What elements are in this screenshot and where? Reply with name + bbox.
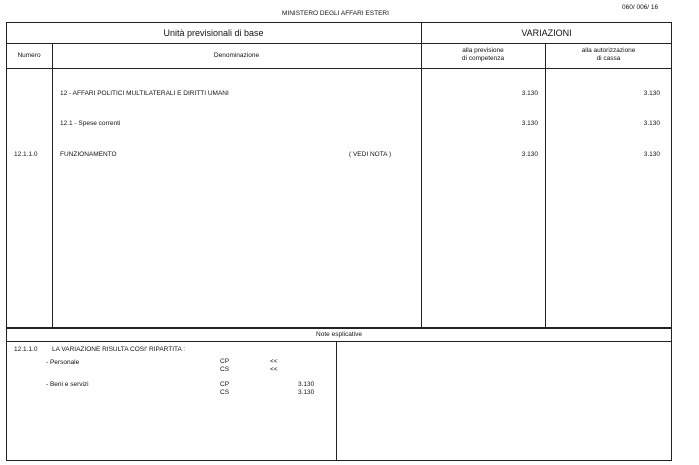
row-1-denomination: 12 - AFFARI POLITICI MULTILATERALI E DIRITTI UMANI <box>60 90 229 97</box>
notes-item-1-cp-label: CP <box>220 358 230 365</box>
row-3-denomination: FUNZIONAMENTO <box>60 151 117 158</box>
notes-title-divider <box>6 341 672 342</box>
row-3-competence: 3.130 <box>521 151 538 158</box>
row-3-cash: 3.130 <box>643 151 660 158</box>
group-title: Unità previsionali di base <box>163 28 264 38</box>
row-3-number: 12.1.1.0 <box>14 151 38 158</box>
col-cash-line1: alla autorizzazione <box>581 47 636 54</box>
notes-item-2-cp-label: CP <box>220 381 230 388</box>
row-2-competence: 3.130 <box>521 120 538 127</box>
header-divider <box>6 43 672 44</box>
notes-heading: LA VARIAZIONE RISULTA COSI' RIPARTITA : <box>52 346 186 353</box>
col-competence-line2: di competenza <box>461 55 505 62</box>
col-denomination-header: Denominazione <box>213 52 260 59</box>
column-header-divider <box>6 68 672 69</box>
col-competence-header <box>421 47 545 63</box>
row-2-denomination: 12.1 - Spese correnti <box>60 120 121 127</box>
notes-column-divider <box>336 341 337 461</box>
row-1-competence: 3.130 <box>521 90 538 97</box>
ministry-title: MINISTERO DEGLI AFFARI ESTERI <box>282 10 389 17</box>
notes-item-1-cs-value: << <box>270 366 278 373</box>
notes-item-1-cp-value: << <box>270 358 278 365</box>
notes-item-2-cs-value: 3.130 <box>298 389 315 396</box>
variations-divider <box>421 22 422 328</box>
cash-column-divider <box>545 43 546 328</box>
page-code: 060/ 006/ 16 <box>622 4 659 11</box>
row-3-note-ref: ( VEDI NOTA ) <box>349 151 392 158</box>
notes-code: 12.1.1.0 <box>14 346 38 353</box>
notes-item-2-label: - Beni e servizi <box>46 381 89 388</box>
notes-title: Note esplicative <box>316 331 362 338</box>
notes-item-1-cs-label: CS <box>220 366 230 373</box>
notes-item-2-cp-value: 3.130 <box>298 381 315 388</box>
row-2-cash: 3.130 <box>643 120 660 127</box>
row-1-cash: 3.130 <box>643 90 660 97</box>
variations-title: VARIAZIONI <box>521 28 572 38</box>
col-cash-header <box>545 47 672 63</box>
col-number-header: Numero <box>17 52 41 59</box>
col-competence-line1: alla previsione <box>462 47 504 54</box>
notes-item-2-cs-label: CS <box>220 389 230 396</box>
number-column-divider <box>52 43 53 328</box>
notes-item-1-label: - Personale <box>46 359 80 366</box>
col-cash-line2: di cassa <box>596 55 621 62</box>
